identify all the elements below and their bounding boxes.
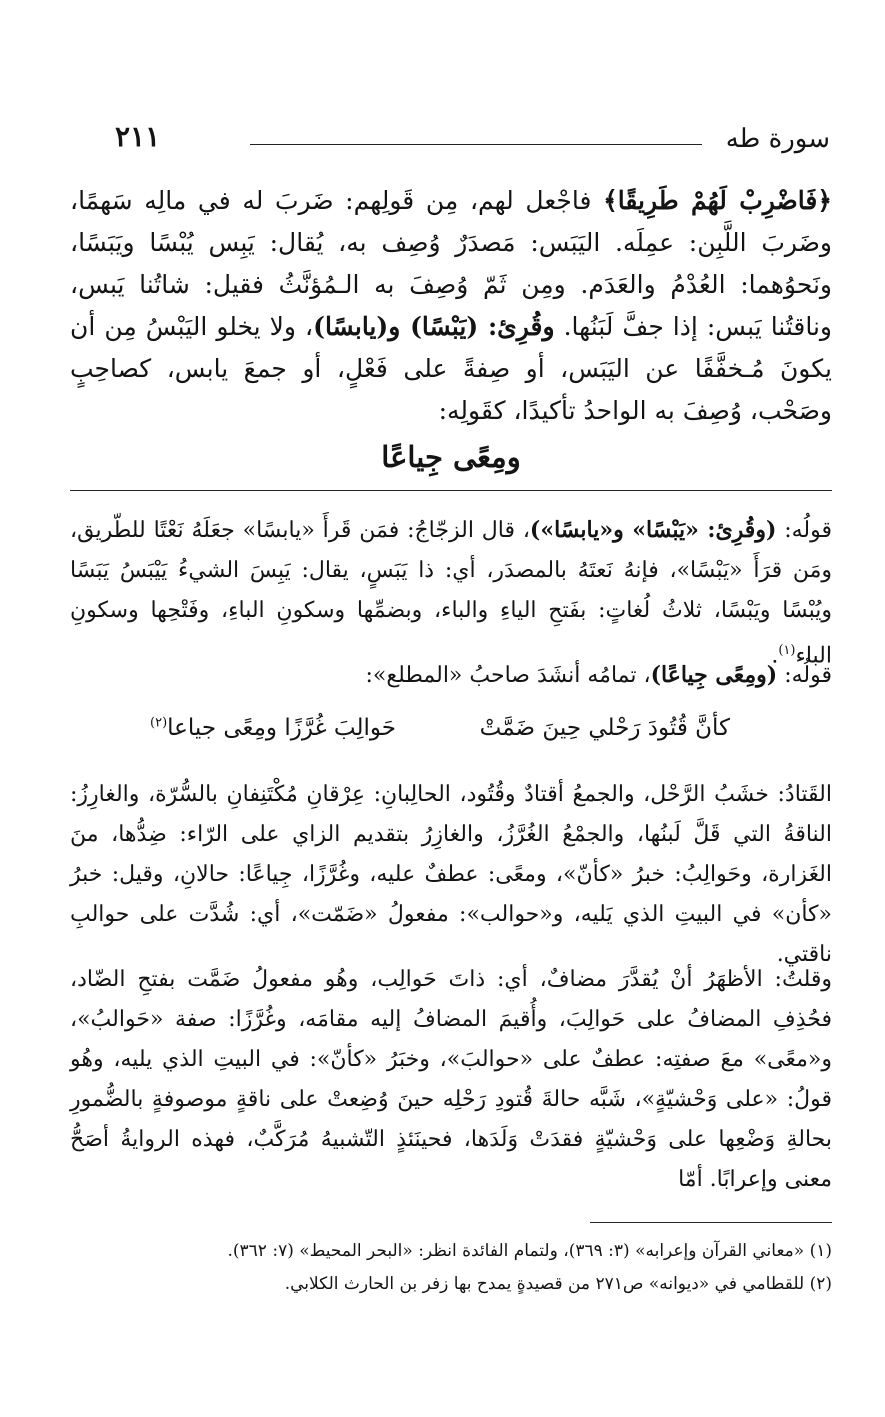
gloss-text: ، تمامُه أنشَدَ صاحبُ «المطلع»: — [365, 663, 651, 688]
verse-hemistich-1: كأنَّ قُتُودَ رَحْلي حِينَ ضَمَّتْ — [479, 715, 730, 741]
quran-quote: ﴿فَاضْرِبْ لَهُمْ طَرِيقًا﴾ — [603, 186, 832, 215]
gloss-end: . — [771, 643, 779, 669]
gloss-lead: قولُه: — [777, 663, 832, 688]
commentary-text-b: ، ولا يخلو اليَبْسُ مِن أن يكونَ مُـخفَّفًا عن اليَبَس، أو صِفةً على فَعْلٍ، أو جمعَ يابس، كصاحِبٍ وصَحْب، وُصِفَ به الواحدُ تأكيدًا، كقَولِه: — [70, 312, 832, 425]
verse-hemistich-2 — [150, 715, 396, 741]
gloss-lead: قولُه: — [776, 518, 832, 543]
gloss-text: ، قال الزجّاجُ: فمَن قَرأَ «يابسًا» جعَلَهُ نَعْتًا للطّريق، ومَن قرَأَ «يَبْسًا»، فإنهُ نَعتَهُ بالمصدَر، أي: ذا يَبَسٍ، يقال: يَبِسَ الشيءُ يَيْبَسُ يَبَسًا ويُبْسًا ويَبْسًا، ثلاثُ لُغاتٍ: بفَتحِ الياءِ والباء، وبضمِّها وسكونِ الباءِ، وفَتْحِها وسكونِ الباء — [70, 518, 832, 669]
header-rule — [250, 144, 702, 145]
centered-phrase: ومِعًى جِياعًا — [381, 440, 521, 474]
gloss-paragraph-4: وقلتُ: الأظهَرُ أنْ يُقدَّرَ مضافٌ، أي: ذاتَ حَوالِب، وهُو مفعولُ ضَمَّت بفتحِ الضّاد، فحُذِفِ المضافُ على حَوالِبَ، وأُقيمَ المضافُ إليه مقامَه، وغُرَّزًا: صفة «حَوالبُ»، و«معًى» معَ صفتِه: عطفٌ على «حوالبَ»، وخبَرُ «كأنّ»: في البيتِ الذي يليه، وهُو قولُ: «على وَحْشيّةٍ»، شَبَّه حالةَ قُتودِ رَحْلِه حينَ وُضِعتْ على ناقةٍ موصوفةٍ بالضُّمورِ بحالةِ وَضْعِها على وَحْشيّةٍ فقدَتْ وَلَدَها، فحينَئذٍ التّشبيهُ مُرَكَّبٌ، فهذه الروايةُ أصَحُّ معنى وإعرابًا. أمّا — [70, 967, 832, 1192]
footnote-marker[interactable]: (٢) — [150, 715, 168, 731]
surah-title: سورة طه — [725, 124, 830, 154]
footnote-marker[interactable]: (١) — [778, 643, 796, 658]
poetry-verse — [150, 715, 730, 755]
gloss-lemma: (وقُرِئ: «يَبْسًا» و«يابسًا») — [529, 517, 777, 543]
footnote-1: (١) «معاني القرآن وإعرابه» (٣: ٣٦٩)، ولتمام الفائدة انظر: «البحر المحيط» (٧: ٣٦٢). — [227, 1241, 832, 1261]
gloss-lemma: (ومِعًى جِياعًا) — [650, 662, 778, 688]
section-divider — [70, 490, 832, 491]
footnote-2: (٢) للقطامي في «ديوانه» ص٢٧١ من قصيدةٍ يمدح بها زفر بن الحارث الكلابي. — [284, 1274, 832, 1294]
gloss-paragraph-3: القَتادُ: خشَبُ الرَّحْل، والجمعُ أقتادٌ وقُتُود، الحالِبانِ: عِرْقانِ مُكْتَنِفانِ بالسُّرّة، والغارِزُ: الناقةُ التي قَلَّ لَبنُها، والجمْعُ الغُرَّزُ، والغازِرُ بتقديم الزاي على الرّاء: ضِدُّها، منَ الغَزارة، وحَوالِبُ: خبرُ «كأنّ»، ومعًى: عطفٌ عليه، وغُرَّزًا، جِياعًا: حالانِ، وقيل: خبرُ «كأن» في البيتِ الذي يَليه، و«حوالب»: مفعولُ «ضَمّت»، أي: شُدَّت على حوالبِ ناقتي. — [70, 782, 832, 967]
gloss-paragraph-1 — [70, 510, 832, 676]
gloss-paragraph-2 — [70, 655, 832, 696]
main-commentary-paragraph — [70, 180, 832, 432]
reading-variant: وقُرِئ: (يَبْسًا) و(يابسًا) — [313, 312, 555, 341]
page-number: ٢١١ — [115, 120, 161, 153]
page-header — [115, 118, 830, 158]
footnote-rule — [590, 1222, 832, 1223]
commentary-text-a: فاجْعل لهم، مِن قَولِهم: ضَربَ له في مالِه سَهمًا، وضَربَ اللَّبِن: عمِلَه. اليَبَس: مَصدَرٌ وُصِف به، يُقال: يَبِس يُبْسًا ويَبَسًا، ونَحوُهما: العُدْمُ والعَدَم. ومِن ثَمّ وُصِفَ به الـمُؤنَّثُ فقيل: شاتُنا يَبس، وناقتُنا يَبس: إذا جفَّ لَبَنُها. — [70, 186, 832, 341]
verse-hemistich-2-text: حَوالِبَ غُرَّزًا ومِعًى جياعا — [167, 715, 396, 741]
